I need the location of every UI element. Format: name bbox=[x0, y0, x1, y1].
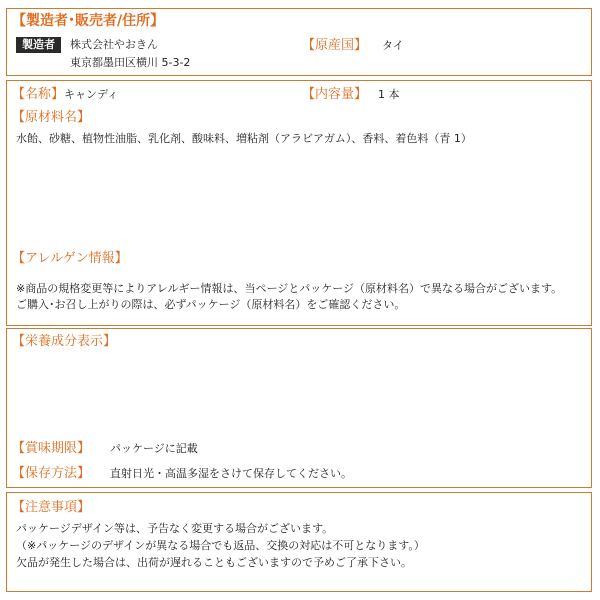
nutrition-header: 【栄養成分表示】 bbox=[12, 334, 117, 349]
notes-line-1: パッケージデザイン等は、予告なく変更する場合がございます。 bbox=[16, 522, 334, 535]
allergy-line-2: ご購入･お召し上がりの際は、必ずパッケージ（原材料名）をご確認ください。 bbox=[16, 298, 406, 311]
volume-label: 【内容量】 bbox=[302, 87, 368, 102]
storage-label: 【保存方法】 bbox=[12, 466, 91, 481]
origin-value: タイ bbox=[382, 39, 404, 52]
notes-line-2: （※パッケージのデザインが異なる場合でも返品、交換の対応は不可となります。） bbox=[16, 539, 425, 552]
company-address: 東京都墨田区横川 5-3-2 bbox=[70, 56, 191, 69]
expiry-label: 【賞味期限】 bbox=[12, 441, 91, 456]
manufacturer-badge: 製造者 bbox=[16, 37, 61, 53]
manufacturer-header: 【製造者･販売者/住所】 bbox=[12, 13, 165, 29]
origin-label: 【原産国】 bbox=[302, 38, 368, 53]
name-value: キャンディ bbox=[64, 88, 119, 101]
notes-line-3: 欠品が発生した場合は、出荷が遅れることもございますので予めご了承下さい。 bbox=[16, 556, 412, 569]
ingredients-value: 水飴、砂糖、植物性油脂、乳化剤、酸味料、増粘剤（アラビアガム）、香料、着色料（青 1） bbox=[16, 132, 472, 145]
company-name: 株式会社やおきん bbox=[70, 38, 158, 51]
ingredients-label: 【原材料名】 bbox=[12, 110, 91, 125]
allergy-header: 【アレルゲン情報】 bbox=[12, 251, 128, 266]
notes-header: 【注意事項】 bbox=[12, 500, 91, 515]
volume-value: 1 本 bbox=[378, 88, 400, 101]
allergy-line-1: ※商品の規格変更等によりアレルギー情報は、当ページとパッケージ（原材料名）で異なる場合がございます。 bbox=[16, 282, 563, 295]
nutrition-panel bbox=[6, 328, 592, 488]
storage-value: 直射日光・高温多湿をさけて保存してください。 bbox=[110, 467, 352, 480]
expiry-value: パッケージに記載 bbox=[110, 442, 198, 455]
name-label: 【名称】 bbox=[12, 87, 65, 102]
